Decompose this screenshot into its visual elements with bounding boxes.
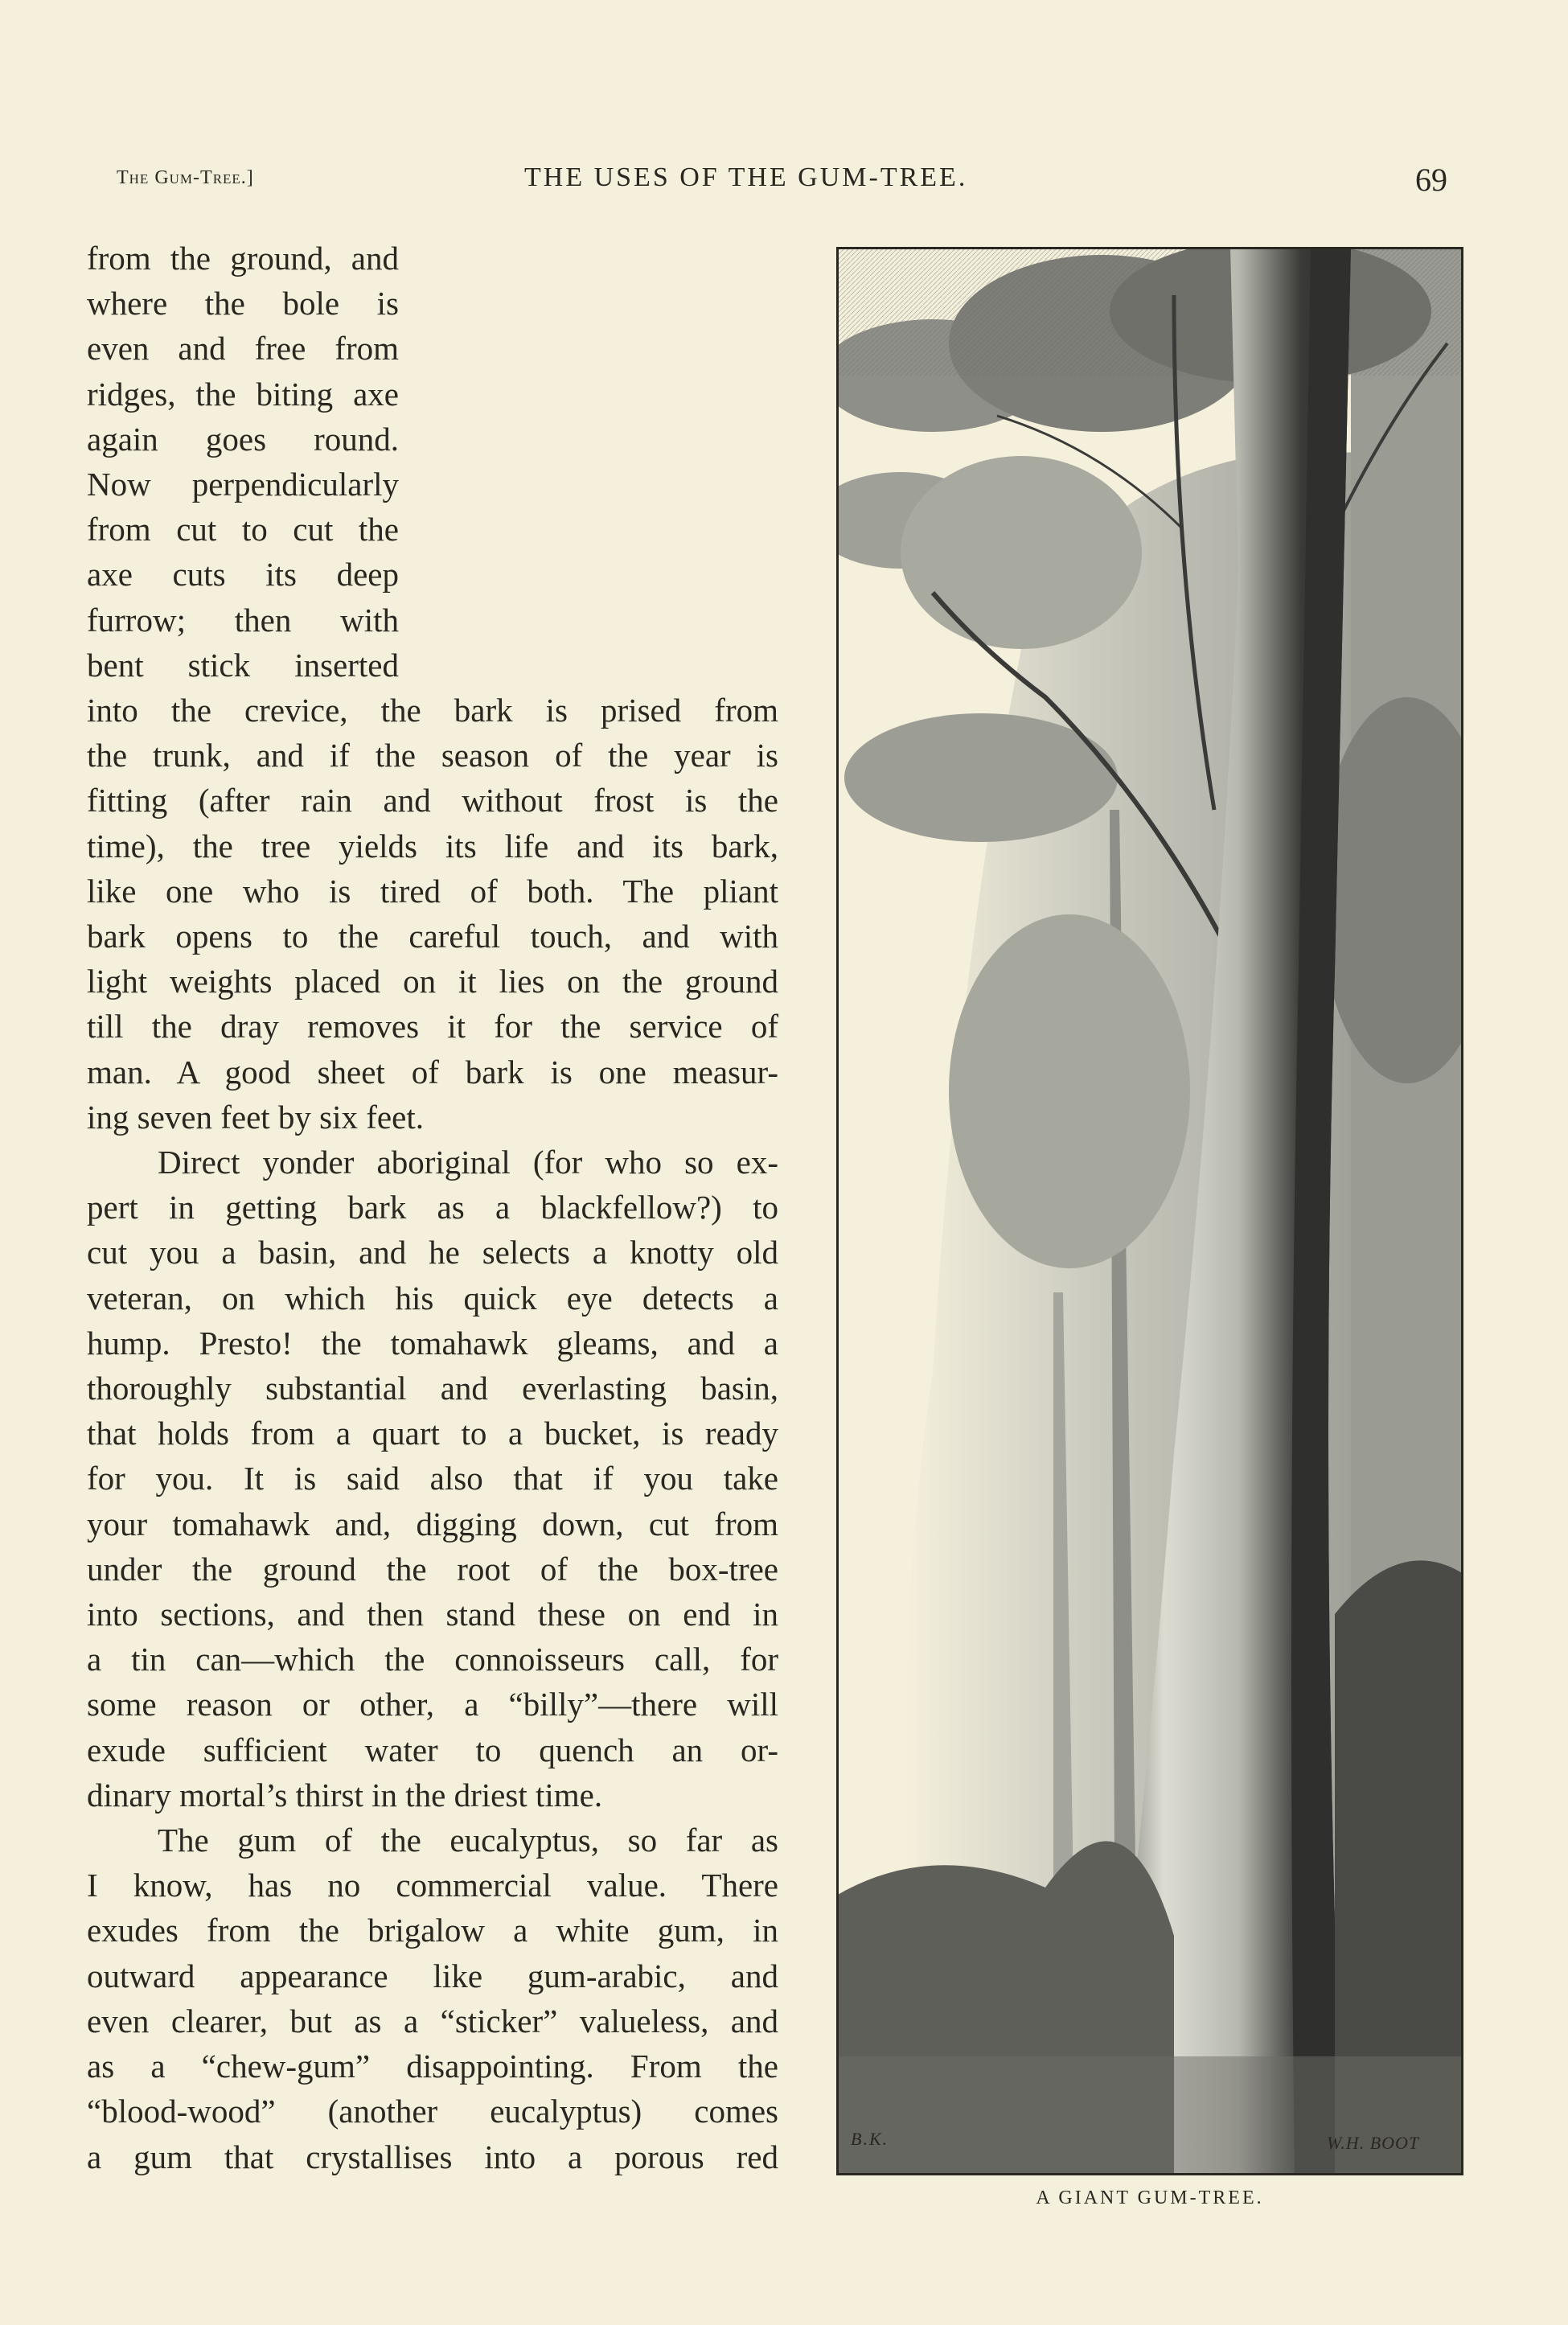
- text-line: dinary mortal’s thirst in the driest time.: [87, 1776, 603, 1814]
- text-line: some reason or other, a “billy”—there will: [87, 1686, 778, 1723]
- text-line: till the dray removes it for the service of: [87, 1008, 778, 1045]
- text-line: Direct yonder aboriginal (for who so ex-: [158, 1144, 778, 1181]
- text-line: axe cuts its deep: [87, 556, 399, 594]
- text-line: into sections, and then stand these on end in: [87, 1596, 778, 1633]
- text-line: light weights placed on it lies on the ground: [87, 963, 778, 1000]
- text-line: a gum that crystallises into a porous red: [87, 2138, 778, 2175]
- text-line: The gum of the eucalyptus, so far as: [158, 1822, 778, 1859]
- text-line: even clearer, but as a “sticker” valueless, and: [87, 2002, 778, 2040]
- page-number: 69: [1415, 162, 1447, 198]
- text-line: that holds from a quart to a bucket, is ready: [87, 1415, 778, 1452]
- text-line: thoroughly substantial and everlasting basin,: [87, 1370, 778, 1407]
- running-header: [0, 161, 1568, 201]
- text-line: ing seven feet by six feet.: [87, 1098, 424, 1136]
- text-line: bark opens to the careful touch, and with: [87, 918, 778, 955]
- text-line: time), the tree yields its life and its bark,: [87, 827, 778, 865]
- text-line: from the ground, and: [87, 240, 399, 277]
- artist-signature-right: W.H. BOOT: [1327, 2133, 1420, 2153]
- text-column-wide: [87, 688, 778, 2179]
- text-line: fitting (after rain and without frost is the: [87, 782, 778, 820]
- text-line: even and free from: [87, 330, 399, 368]
- chapter-title: The Gum-Tree.]: [117, 167, 254, 188]
- text-line: hump. Presto! the tomahawk gleams, and a: [87, 1324, 778, 1362]
- text-line: your tomahawk and, digging down, cut from: [87, 1505, 778, 1542]
- text-line: furrow; then with: [87, 601, 399, 639]
- text-line: veteran, on which his quick eye detects a: [87, 1279, 778, 1317]
- text-line: man. A good sheet of bark is one measur-: [87, 1053, 778, 1091]
- text-line: exude sufficient water to quench an or-: [87, 1731, 778, 1768]
- page-title: THE USES OF THE GUM-TREE.: [524, 162, 968, 192]
- text-line: cut you a basin, and he selects a knotty old: [87, 1234, 778, 1271]
- text-line: exudes from the brigalow a white gum, in: [87, 1912, 778, 1949]
- text-line: a tin can—which the connoisseurs call, for: [87, 1641, 778, 1678]
- text-line: again goes round.: [87, 420, 399, 458]
- giant-gum-tree-engraving: [836, 247, 1463, 2175]
- text-column-narrow: [87, 236, 399, 688]
- text-line: bent stick inserted: [87, 646, 399, 684]
- text-line: under the ground the root of the box-tree: [87, 1550, 778, 1588]
- text-line: into the crevice, the bark is prised from: [87, 692, 778, 729]
- text-line: I know, has no commercial value. There: [87, 1867, 778, 1904]
- text-line: ridges, the biting axe: [87, 375, 399, 413]
- text-line: where the bole is: [87, 285, 399, 322]
- text-line: pert in getting bark as a blackfellow?) to: [87, 1189, 778, 1226]
- text-line: as a “chew-gum” disappointing. From the: [87, 2048, 778, 2085]
- figure-caption: A GIANT GUM-TREE.: [1036, 2187, 1264, 2208]
- text-line: the trunk, and if the season of the year is: [87, 737, 778, 774]
- artist-signature-left: B.K.: [851, 2129, 889, 2149]
- text-line: from cut to cut the: [87, 511, 399, 548]
- text-line: for you. It is said also that if you take: [87, 1460, 778, 1497]
- text-line: like one who is tired of both. The pliant: [87, 872, 778, 910]
- text-line: outward appearance like gum-arabic, and: [87, 1957, 778, 1994]
- text-line: “blood-wood” (another eucalyptus) comes: [87, 2093, 778, 2130]
- text-line: Now perpendicularly: [87, 466, 399, 503]
